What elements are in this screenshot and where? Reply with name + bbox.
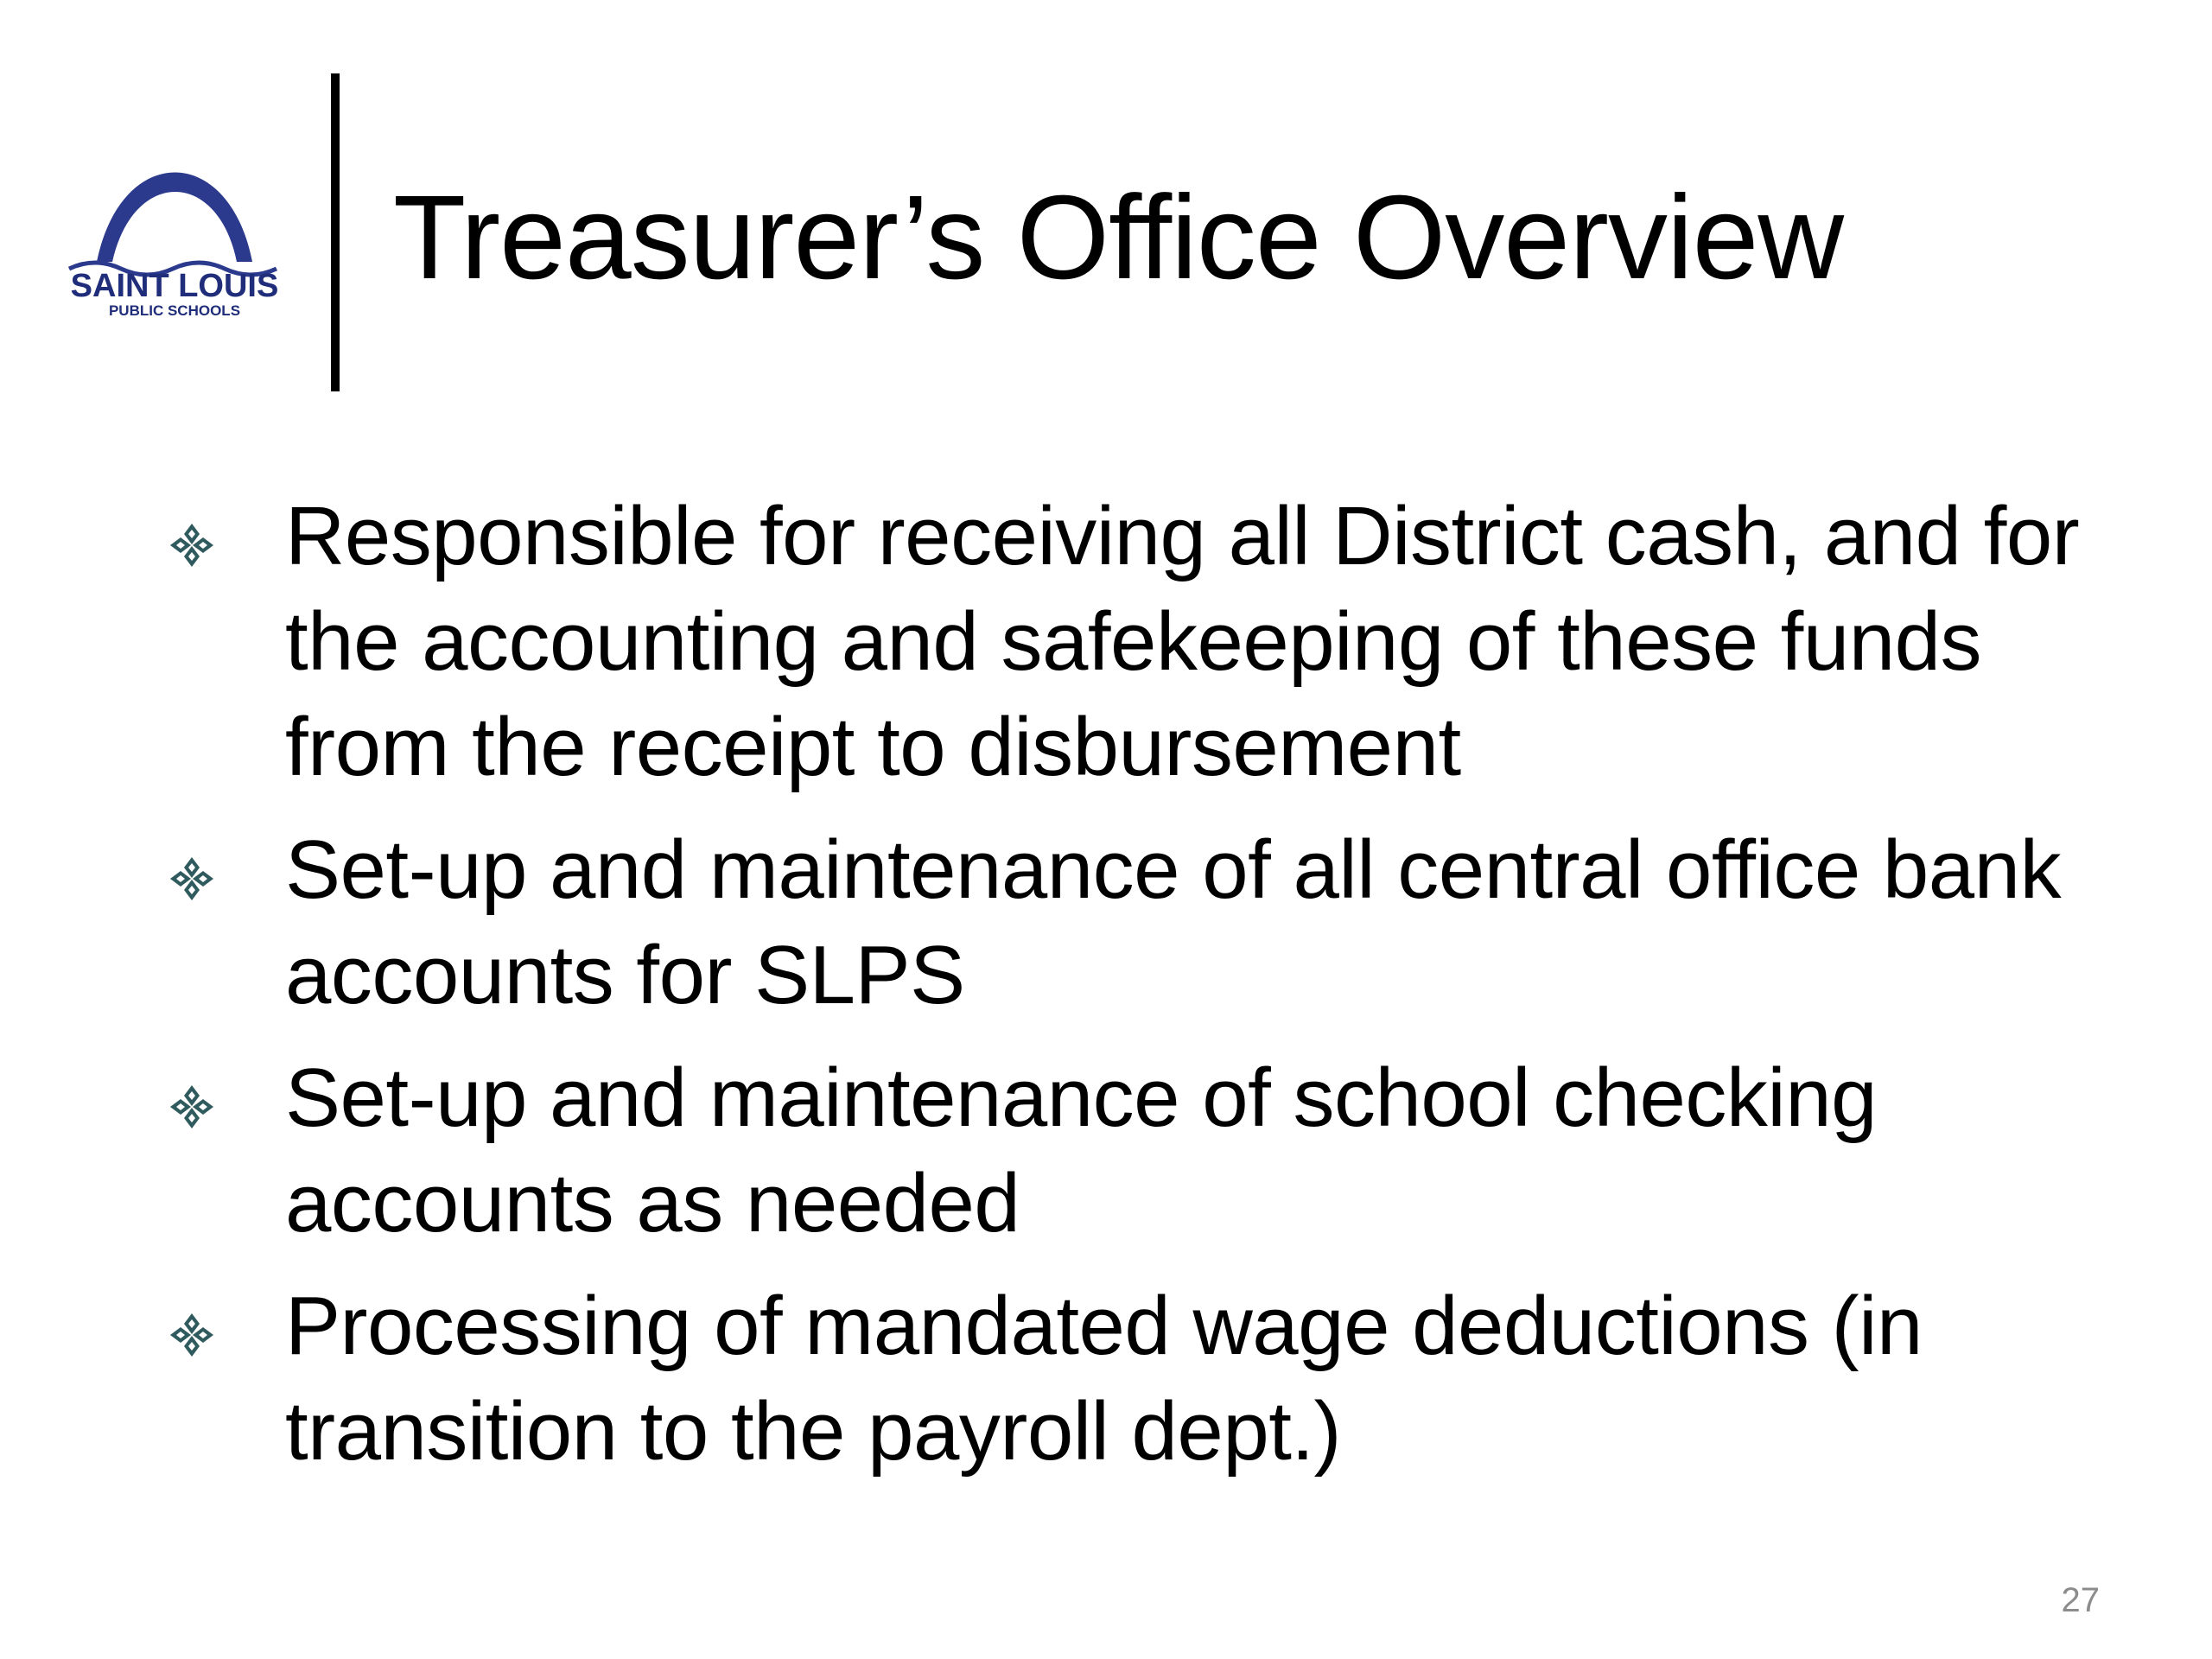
bullet-text: Responsible for receiving all District cash, and for the accounting and safekeeping of these funds from the receipt to disbursement bbox=[285, 490, 2080, 793]
arch-logo-icon bbox=[60, 160, 289, 324]
logo-line2: PUBLIC SCHOOLS bbox=[108, 302, 241, 319]
four-diamond-icon bbox=[168, 484, 285, 569]
four-diamond-icon bbox=[168, 817, 285, 902]
saint-louis-public-schools-logo bbox=[60, 160, 289, 324]
bullet-item bbox=[168, 484, 2095, 800]
bullet-text: Set-up and maintenance of school checking accounts as needed bbox=[285, 1052, 1878, 1249]
bullet-item bbox=[168, 1274, 2095, 1484]
slide-title: Treasurer’s Office Overview bbox=[393, 171, 1844, 304]
four-diamond-icon bbox=[168, 1046, 285, 1130]
page-number: 27 bbox=[2061, 1581, 2100, 1619]
bullet-text: Set-up and maintenance of all central office bank accounts for SLPS bbox=[285, 823, 2062, 1021]
bullet-list bbox=[168, 484, 2095, 1502]
logo-line1: SAINT LOUIS bbox=[70, 268, 279, 304]
bullet-item bbox=[168, 817, 2095, 1028]
bullet-text: Processing of mandated wage deductions (in transition to the payroll dept.) bbox=[285, 1280, 1923, 1478]
title-divider bbox=[331, 73, 340, 391]
bullet-item bbox=[168, 1046, 2095, 1256]
four-diamond-icon bbox=[168, 1274, 285, 1358]
